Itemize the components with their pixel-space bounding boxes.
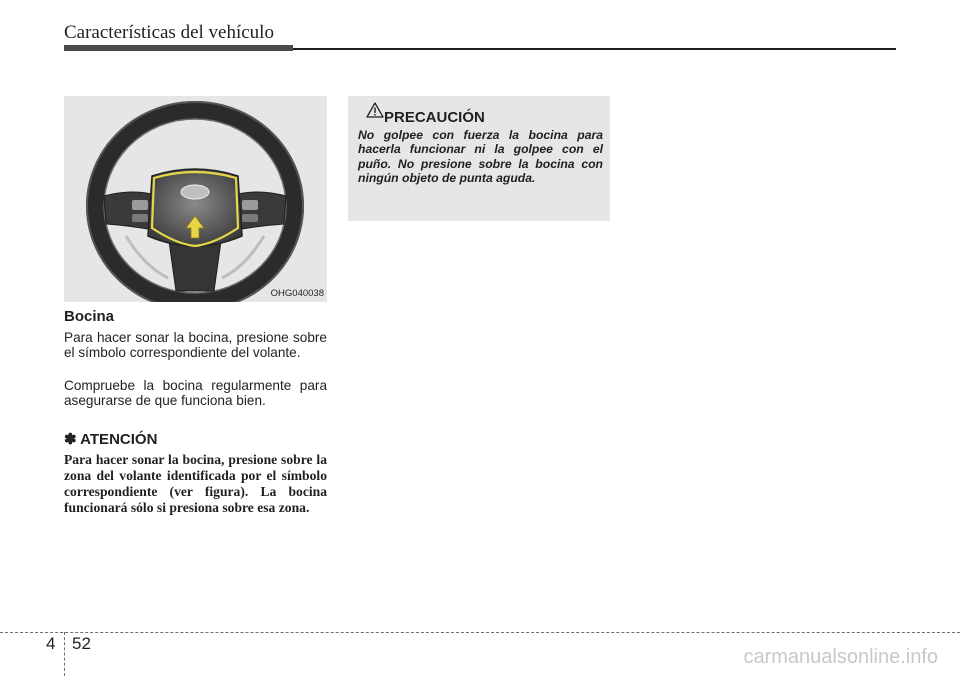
caution-title: PRECAUCIÓN — [384, 109, 485, 126]
footer-chapter-number: 4 — [46, 634, 56, 653]
caution-text: No golpee con fuerza la bocina para hacerla funcionar ni la golpee con el puño. No presione sobre la bocina con ningún objeto de punta aguda. — [358, 128, 603, 186]
header-title: Características del vehículo — [64, 22, 274, 43]
caution-box — [348, 96, 610, 221]
header-accent-bar — [64, 45, 293, 51]
paragraph-2: Compruebe la bocina regularmente para asegurarse de que funciona bien. — [64, 378, 327, 408]
figure-code: OHG040038 — [270, 288, 324, 299]
attention-title: ✽ ATENCIÓN — [64, 431, 158, 448]
steering-wheel-horn-illustration — [64, 96, 327, 302]
attention-text: Para hacer sonar la bocina, presione sobre la zona del volante identificada por el símbolo correspondiente (ver figura). La bocina funcionará sólo si presiona sobre esa zona. — [64, 452, 327, 515]
paragraph-1: Para hacer sonar la bocina, presione sobre el símbolo correspondiente del volante. — [64, 330, 327, 360]
footer-page-number: 52 — [72, 634, 91, 653]
footer-divider — [64, 632, 65, 676]
steering-wheel-figure — [64, 96, 327, 302]
section-title: Bocina — [64, 308, 115, 325]
footer-rule — [0, 632, 960, 633]
watermark: carmanualsonline.info — [743, 646, 938, 668]
warning-triangle-icon — [366, 102, 384, 118]
